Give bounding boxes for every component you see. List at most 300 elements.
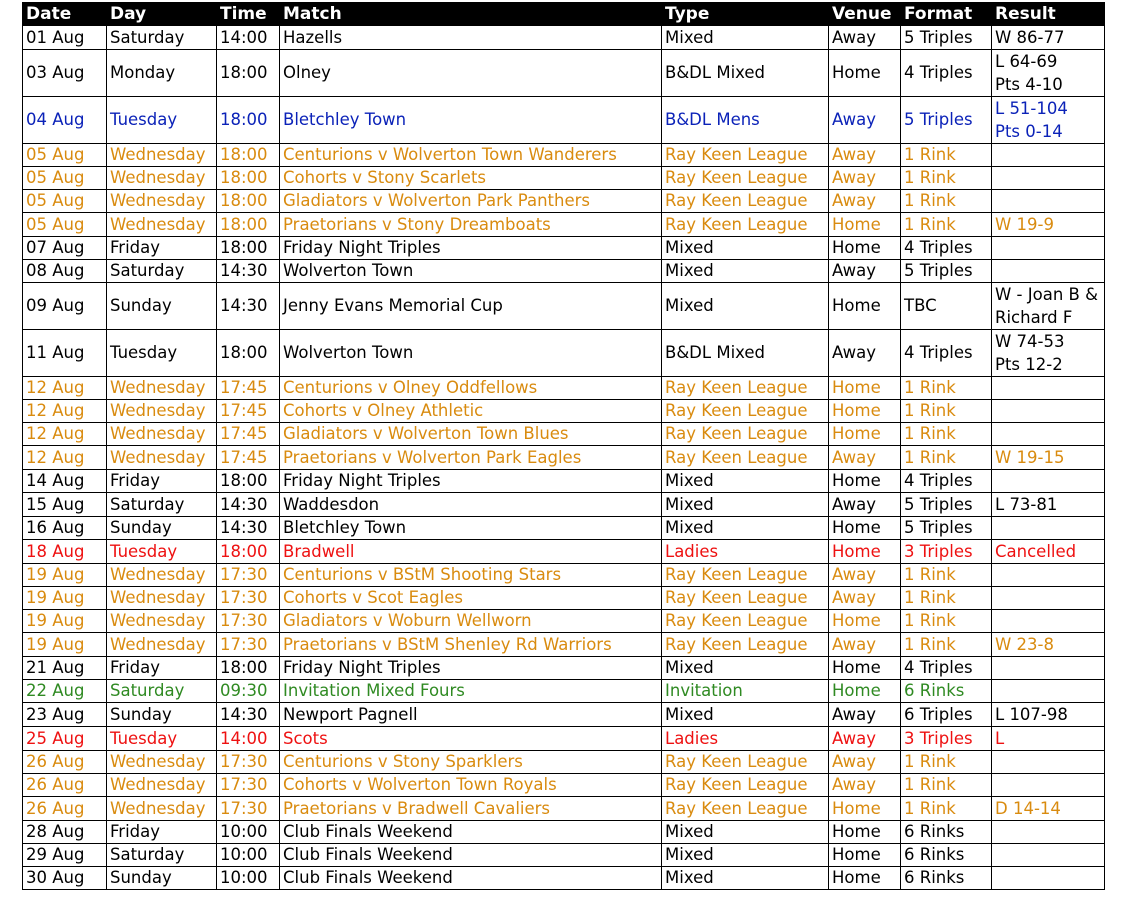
result-line: W - Joan B & (995, 285, 1098, 304)
cell-type: Ray Keen League (662, 190, 829, 213)
table-row (23, 844, 1105, 867)
cell-result (992, 657, 1105, 680)
cell-venue: Home (829, 517, 901, 540)
fixtures-sheet (22, 2, 1105, 890)
cell-day: Sunday (107, 517, 217, 540)
cell-format: 4 Triples (901, 657, 992, 680)
cell-date: 19 Aug (23, 610, 107, 633)
cell-format: 5 Triples (901, 493, 992, 517)
cell-match: Hazells (280, 26, 662, 50)
cell-format: 3 Triples (901, 540, 992, 564)
cell-time: 18:00 (217, 167, 280, 190)
result-line: Richard F (995, 308, 1073, 327)
header-row (23, 3, 1105, 26)
cell-day: Friday (107, 657, 217, 680)
cell-day: Wednesday (107, 633, 217, 657)
cell-format: 4 Triples (901, 470, 992, 493)
cell-day: Tuesday (107, 330, 217, 377)
cell-day: Wednesday (107, 751, 217, 774)
cell-time: 09:30 (217, 680, 280, 703)
cell-format: 1 Rink (901, 446, 992, 470)
cell-venue: Home (829, 470, 901, 493)
cell-match: Friday Night Triples (280, 470, 662, 493)
cell-format: 1 Rink (901, 144, 992, 167)
result-line: Pts 12-2 (995, 355, 1063, 374)
cell-venue: Home (829, 50, 901, 97)
table-row (23, 446, 1105, 470)
cell-day: Wednesday (107, 587, 217, 610)
cell-result (992, 821, 1105, 844)
table-row (23, 751, 1105, 774)
cell-type: Mixed (662, 844, 829, 867)
cell-date: 21 Aug (23, 657, 107, 680)
header-match: Match (280, 3, 662, 26)
cell-type: Ray Keen League (662, 633, 829, 657)
cell-format: 1 Rink (901, 167, 992, 190)
cell-time: 10:00 (217, 867, 280, 890)
result-line: L (995, 729, 1005, 748)
cell-date: 05 Aug (23, 167, 107, 190)
result-line: W 19-15 (995, 448, 1065, 467)
cell-format: 3 Triples (901, 727, 992, 751)
cell-type: Ray Keen League (662, 423, 829, 446)
cell-venue: Away (829, 330, 901, 377)
cell-date: 11 Aug (23, 330, 107, 377)
cell-result (992, 423, 1105, 446)
cell-day: Sunday (107, 283, 217, 330)
cell-match: Friday Night Triples (280, 657, 662, 680)
cell-type: Ray Keen League (662, 610, 829, 633)
result-line: L 51-104 (995, 99, 1068, 118)
cell-time: 18:00 (217, 657, 280, 680)
cell-venue: Home (829, 213, 901, 237)
table-row (23, 423, 1105, 446)
cell-match: Cohorts v Wolverton Town Royals (280, 774, 662, 797)
table-row (23, 377, 1105, 400)
cell-date: 14 Aug (23, 470, 107, 493)
cell-match: Jenny Evans Memorial Cup (280, 283, 662, 330)
cell-time: 17:45 (217, 377, 280, 400)
cell-result (992, 213, 1105, 237)
table-row (23, 633, 1105, 657)
header-format: Format (901, 3, 992, 26)
cell-day: Wednesday (107, 190, 217, 213)
cell-match: Wolverton Town (280, 330, 662, 377)
cell-date: 19 Aug (23, 564, 107, 587)
cell-day: Wednesday (107, 446, 217, 470)
cell-type: Mixed (662, 703, 829, 727)
table-row (23, 587, 1105, 610)
cell-venue: Home (829, 867, 901, 890)
table-row (23, 493, 1105, 517)
cell-type: B&DL Mixed (662, 50, 829, 97)
cell-time: 14:30 (217, 283, 280, 330)
cell-time: 18:00 (217, 540, 280, 564)
cell-date: 26 Aug (23, 797, 107, 821)
cell-venue: Home (829, 400, 901, 423)
cell-result (992, 330, 1105, 377)
cell-type: B&DL Mixed (662, 330, 829, 377)
cell-match: Newport Pagnell (280, 703, 662, 727)
cell-day: Friday (107, 237, 217, 260)
header-venue: Venue (829, 3, 901, 26)
table-row (23, 50, 1105, 97)
cell-venue: Away (829, 167, 901, 190)
cell-day: Wednesday (107, 400, 217, 423)
cell-date: 22 Aug (23, 680, 107, 703)
cell-date: 25 Aug (23, 727, 107, 751)
cell-date: 18 Aug (23, 540, 107, 564)
cell-type: Ray Keen League (662, 446, 829, 470)
cell-match: Club Finals Weekend (280, 844, 662, 867)
cell-date: 12 Aug (23, 377, 107, 400)
cell-date: 29 Aug (23, 844, 107, 867)
table-row (23, 260, 1105, 283)
cell-time: 14:30 (217, 260, 280, 283)
table-row (23, 213, 1105, 237)
cell-result (992, 260, 1105, 283)
cell-match: Centurions v Stony Sparklers (280, 751, 662, 774)
cell-match: Wolverton Town (280, 260, 662, 283)
cell-venue: Home (829, 657, 901, 680)
cell-venue: Away (829, 260, 901, 283)
cell-time: 18:00 (217, 470, 280, 493)
result-line: D 14-14 (995, 799, 1061, 818)
cell-format: 1 Rink (901, 564, 992, 587)
cell-time: 17:30 (217, 774, 280, 797)
table-row (23, 774, 1105, 797)
table-row (23, 144, 1105, 167)
cell-match: Olney (280, 50, 662, 97)
cell-result (992, 867, 1105, 890)
cell-date: 05 Aug (23, 213, 107, 237)
cell-result (992, 727, 1105, 751)
cell-date: 23 Aug (23, 703, 107, 727)
cell-type: Ray Keen League (662, 167, 829, 190)
cell-venue: Home (829, 377, 901, 400)
cell-format: 4 Triples (901, 237, 992, 260)
cell-day: Wednesday (107, 377, 217, 400)
cell-day: Friday (107, 821, 217, 844)
cell-day: Friday (107, 470, 217, 493)
cell-result (992, 50, 1105, 97)
cell-day: Wednesday (107, 797, 217, 821)
cell-day: Wednesday (107, 167, 217, 190)
cell-match: Friday Night Triples (280, 237, 662, 260)
cell-result (992, 517, 1105, 540)
cell-date: 26 Aug (23, 774, 107, 797)
header-time: Time (217, 3, 280, 26)
result-line: Pts 0-14 (995, 122, 1063, 141)
cell-date: 26 Aug (23, 751, 107, 774)
cell-type: Ray Keen League (662, 587, 829, 610)
cell-day: Wednesday (107, 423, 217, 446)
cell-date: 12 Aug (23, 400, 107, 423)
cell-date: 03 Aug (23, 50, 107, 97)
cell-result (992, 751, 1105, 774)
cell-date: 15 Aug (23, 493, 107, 517)
cell-time: 14:00 (217, 26, 280, 50)
cell-venue: Home (829, 610, 901, 633)
table-row (23, 867, 1105, 890)
cell-type: Ray Keen League (662, 144, 829, 167)
cell-type: Mixed (662, 260, 829, 283)
cell-day: Wednesday (107, 213, 217, 237)
cell-format: TBC (901, 283, 992, 330)
cell-time: 18:00 (217, 190, 280, 213)
header-day: Day (107, 3, 217, 26)
cell-time: 17:30 (217, 633, 280, 657)
cell-date: 16 Aug (23, 517, 107, 540)
cell-match: Praetorians v Wolverton Park Eagles (280, 446, 662, 470)
result-line: W 86-77 (995, 28, 1065, 47)
cell-result (992, 190, 1105, 213)
cell-match: Gladiators v Woburn Wellworn (280, 610, 662, 633)
cell-date: 28 Aug (23, 821, 107, 844)
cell-format: 5 Triples (901, 517, 992, 540)
cell-date: 19 Aug (23, 587, 107, 610)
cell-result (992, 97, 1105, 144)
header-type: Type (662, 3, 829, 26)
cell-match: Invitation Mixed Fours (280, 680, 662, 703)
cell-time: 17:30 (217, 587, 280, 610)
result-line: W 23-8 (995, 635, 1055, 654)
cell-type: Mixed (662, 517, 829, 540)
cell-match: Club Finals Weekend (280, 821, 662, 844)
result-line: Cancelled (995, 542, 1077, 561)
cell-venue: Away (829, 727, 901, 751)
cell-venue: Away (829, 564, 901, 587)
cell-match: Praetorians v Stony Dreamboats (280, 213, 662, 237)
cell-type: Ray Keen League (662, 400, 829, 423)
cell-format: 5 Triples (901, 26, 992, 50)
cell-format: 6 Triples (901, 703, 992, 727)
cell-type: Ray Keen League (662, 751, 829, 774)
cell-time: 14:30 (217, 517, 280, 540)
cell-venue: Home (829, 797, 901, 821)
cell-result (992, 703, 1105, 727)
cell-day: Sunday (107, 703, 217, 727)
cell-day: Wednesday (107, 610, 217, 633)
cell-match: Cohorts v Stony Scarlets (280, 167, 662, 190)
cell-time: 17:30 (217, 610, 280, 633)
fixtures-table (22, 2, 1105, 890)
table-row (23, 400, 1105, 423)
cell-date: 12 Aug (23, 423, 107, 446)
cell-result (992, 797, 1105, 821)
cell-match: Scots (280, 727, 662, 751)
cell-format: 1 Rink (901, 377, 992, 400)
cell-time: 18:00 (217, 97, 280, 144)
table-row (23, 821, 1105, 844)
cell-match: Centurions v Wolverton Town Wanderers (280, 144, 662, 167)
cell-format: 1 Rink (901, 400, 992, 423)
cell-venue: Away (829, 144, 901, 167)
cell-venue: Away (829, 26, 901, 50)
result-line: W 19-9 (995, 215, 1055, 234)
cell-day: Saturday (107, 26, 217, 50)
cell-result (992, 237, 1105, 260)
cell-date: 05 Aug (23, 190, 107, 213)
cell-type: Ray Keen League (662, 213, 829, 237)
table-row (23, 727, 1105, 751)
cell-date: 04 Aug (23, 97, 107, 144)
cell-match: Club Finals Weekend (280, 867, 662, 890)
table-row (23, 470, 1105, 493)
cell-format: 5 Triples (901, 260, 992, 283)
table-row (23, 680, 1105, 703)
cell-date: 05 Aug (23, 144, 107, 167)
cell-time: 14:00 (217, 727, 280, 751)
cell-time: 18:00 (217, 144, 280, 167)
cell-date: 30 Aug (23, 867, 107, 890)
cell-result (992, 564, 1105, 587)
cell-format: 1 Rink (901, 633, 992, 657)
table-row (23, 657, 1105, 680)
cell-format: 1 Rink (901, 190, 992, 213)
cell-day: Wednesday (107, 564, 217, 587)
table-row (23, 167, 1105, 190)
cell-result (992, 540, 1105, 564)
cell-venue: Away (829, 633, 901, 657)
cell-date: 09 Aug (23, 283, 107, 330)
cell-venue: Away (829, 493, 901, 517)
cell-format: 6 Rinks (901, 867, 992, 890)
cell-result (992, 26, 1105, 50)
cell-venue: Home (829, 423, 901, 446)
cell-date: 08 Aug (23, 260, 107, 283)
cell-venue: Home (829, 821, 901, 844)
table-row (23, 97, 1105, 144)
cell-format: 4 Triples (901, 330, 992, 377)
cell-venue: Away (829, 97, 901, 144)
cell-format: 6 Rinks (901, 844, 992, 867)
table-row (23, 703, 1105, 727)
cell-match: Cohorts v Scot Eagles (280, 587, 662, 610)
cell-format: 4 Triples (901, 50, 992, 97)
cell-day: Tuesday (107, 97, 217, 144)
cell-match: Praetorians v Bradwell Cavaliers (280, 797, 662, 821)
cell-format: 1 Rink (901, 751, 992, 774)
cell-venue: Away (829, 587, 901, 610)
table-row (23, 540, 1105, 564)
cell-result (992, 493, 1105, 517)
cell-type: Mixed (662, 237, 829, 260)
table-row (23, 610, 1105, 633)
cell-format: 1 Rink (901, 797, 992, 821)
cell-time: 18:00 (217, 213, 280, 237)
cell-time: 18:00 (217, 330, 280, 377)
cell-match: Cohorts v Olney Athletic (280, 400, 662, 423)
cell-time: 18:00 (217, 237, 280, 260)
cell-time: 17:30 (217, 564, 280, 587)
cell-result (992, 144, 1105, 167)
cell-result (992, 680, 1105, 703)
result-line: L 107-98 (995, 705, 1068, 724)
cell-result (992, 844, 1105, 867)
cell-match: Bradwell (280, 540, 662, 564)
cell-day: Tuesday (107, 727, 217, 751)
cell-day: Sunday (107, 867, 217, 890)
cell-type: Ray Keen League (662, 774, 829, 797)
result-line: Pts 4-10 (995, 75, 1063, 94)
cell-time: 14:30 (217, 493, 280, 517)
cell-format: 6 Rinks (901, 821, 992, 844)
cell-venue: Away (829, 751, 901, 774)
cell-type: Ray Keen League (662, 564, 829, 587)
cell-date: 19 Aug (23, 633, 107, 657)
table-row (23, 190, 1105, 213)
table-row (23, 237, 1105, 260)
table-row (23, 330, 1105, 377)
fixtures-body (23, 26, 1105, 890)
result-line: L 64-69 (995, 52, 1058, 71)
cell-format: 1 Rink (901, 774, 992, 797)
cell-venue: Home (829, 844, 901, 867)
cell-type: Mixed (662, 657, 829, 680)
cell-result (992, 587, 1105, 610)
cell-venue: Home (829, 237, 901, 260)
cell-time: 17:45 (217, 400, 280, 423)
cell-venue: Home (829, 540, 901, 564)
cell-day: Saturday (107, 844, 217, 867)
cell-time: 10:00 (217, 844, 280, 867)
cell-format: 6 Rinks (901, 680, 992, 703)
cell-type: B&DL Mens (662, 97, 829, 144)
cell-venue: Away (829, 446, 901, 470)
cell-match: Gladiators v Wolverton Town Blues (280, 423, 662, 446)
cell-type: Mixed (662, 283, 829, 330)
header-date: Date (23, 3, 107, 26)
cell-result (992, 610, 1105, 633)
result-line: L 73-81 (995, 495, 1058, 514)
cell-result (992, 446, 1105, 470)
cell-type: Mixed (662, 867, 829, 890)
cell-match: Bletchley Town (280, 97, 662, 144)
cell-venue: Away (829, 774, 901, 797)
result-line: W 74-53 (995, 332, 1065, 351)
cell-time: 17:45 (217, 446, 280, 470)
cell-result (992, 377, 1105, 400)
cell-time: 17:45 (217, 423, 280, 446)
cell-result (992, 633, 1105, 657)
cell-venue: Away (829, 703, 901, 727)
cell-time: 17:30 (217, 797, 280, 821)
cell-type: Ladies (662, 540, 829, 564)
cell-time: 18:00 (217, 50, 280, 97)
table-row (23, 283, 1105, 330)
header-result: Result (992, 3, 1105, 26)
cell-type: Mixed (662, 470, 829, 493)
cell-result (992, 400, 1105, 423)
cell-format: 1 Rink (901, 587, 992, 610)
cell-type: Ladies (662, 727, 829, 751)
cell-time: 17:30 (217, 751, 280, 774)
cell-result (992, 167, 1105, 190)
cell-result (992, 774, 1105, 797)
cell-type: Invitation (662, 680, 829, 703)
cell-venue: Home (829, 680, 901, 703)
cell-date: 07 Aug (23, 237, 107, 260)
cell-day: Wednesday (107, 774, 217, 797)
table-row (23, 26, 1105, 50)
cell-day: Monday (107, 50, 217, 97)
cell-time: 14:30 (217, 703, 280, 727)
cell-day: Saturday (107, 260, 217, 283)
cell-match: Praetorians v BStM Shenley Rd Warriors (280, 633, 662, 657)
cell-format: 1 Rink (901, 423, 992, 446)
cell-match: Waddesdon (280, 493, 662, 517)
